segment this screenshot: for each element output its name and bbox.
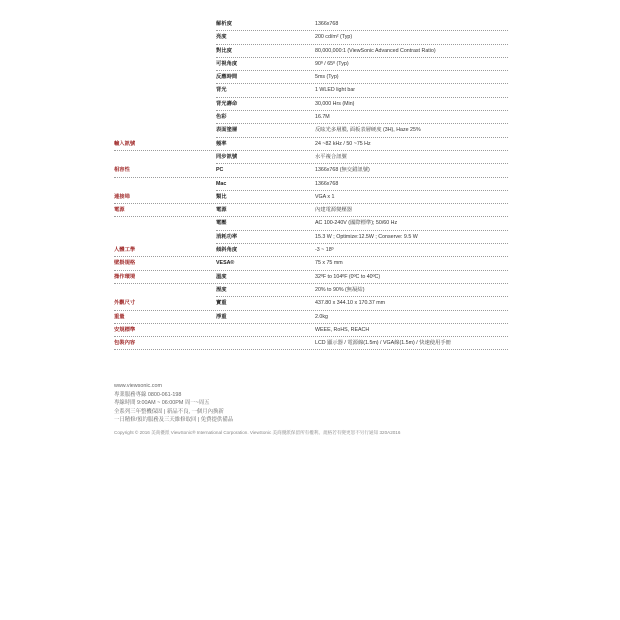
spec-label: 可視角度	[216, 60, 238, 67]
spec-label: 電源	[216, 207, 227, 214]
spec-value: 1366x768 (無交錯訊號)	[315, 167, 370, 174]
repair-note: 一日精修/預約服務及三天維修取回 | 免費提供備品	[114, 417, 234, 424]
spec-row	[114, 231, 508, 244]
spec-value: VGA x 1	[315, 193, 335, 200]
row-divider	[114, 349, 508, 350]
spec-value: 反眩光多層膜, 面板表層硬度 (3H), Haze 25%	[315, 127, 421, 134]
spec-label: 淨重	[216, 313, 227, 320]
spec-value: 5ms (Typ)	[315, 74, 339, 81]
spec-row	[114, 84, 508, 97]
spec-label: 類比	[216, 193, 227, 200]
spec-row	[114, 244, 508, 257]
spec-row	[114, 297, 508, 310]
spec-value: 437.80 x 344.10 x 170.37 mm	[315, 300, 386, 307]
website-link[interactable]: www.viewsonic.com	[114, 383, 162, 389]
spec-label: 解析度	[216, 21, 232, 27]
spec-row	[114, 31, 508, 44]
spec-row	[114, 178, 508, 191]
spec-row	[114, 18, 508, 31]
spec-label: 頻率	[216, 140, 227, 147]
spec-category: 外觀尺寸	[114, 300, 136, 307]
warranty-note: 全系列三年整機保固 | 新品不良, 一個月內換新	[114, 408, 224, 415]
spec-row	[114, 124, 508, 137]
spec-value: 24 ~82 kHz / 50 ~75 Hz	[315, 140, 371, 147]
spec-label: 色彩	[216, 114, 227, 121]
spec-row	[114, 151, 508, 164]
spec-row	[114, 324, 508, 337]
spec-row	[114, 337, 508, 350]
spec-label: 背光	[216, 87, 227, 94]
spec-row	[114, 138, 508, 151]
spec-value: 1366x768	[315, 180, 339, 187]
spec-label: 傾斜角度	[216, 247, 238, 254]
spec-label: 反應時間	[216, 74, 238, 81]
spec-category: 人體工學	[114, 247, 136, 254]
spec-value: 75 x 75 mm	[315, 260, 343, 267]
spec-row	[114, 217, 508, 230]
spec-label: 溫度	[216, 273, 227, 280]
spec-category: 輸入訊號	[114, 140, 136, 147]
footer	[114, 382, 514, 438]
spec-category: 電源	[114, 207, 125, 214]
spec-label: 溼度	[216, 286, 227, 293]
spec-label: 實重	[216, 300, 227, 307]
spec-value: 15.3 W ; Optimize:12.5W ; Conserve: 9.5 W	[315, 233, 418, 240]
spec-label: 消耗功率	[216, 233, 238, 240]
spec-category: 壁掛規格	[114, 260, 136, 267]
spec-row	[114, 45, 508, 58]
spec-row	[114, 164, 508, 177]
spec-category: 重量	[114, 313, 125, 320]
spec-row	[114, 257, 508, 270]
spec-value: WEEE, RoHS, REACH	[315, 326, 370, 333]
copyright-note: Copyright © 2016 美商優派 ViewSonic® International Corporation. ViewSonic 美商優派保留所有權利。規格若有變更恕不另行通知 320A2016	[114, 429, 401, 435]
spec-row	[114, 284, 508, 297]
spec-category: 操作環境	[114, 273, 136, 280]
spec-label: 對比度	[216, 47, 232, 54]
spec-value: 16.7M	[315, 114, 330, 121]
spec-row	[114, 271, 508, 284]
spec-row	[114, 204, 508, 217]
spec-value: 30,000 Hrs (Min)	[315, 100, 355, 107]
spec-value: 32ºF to 104ºF (0ºC to 40ºC)	[315, 273, 381, 280]
spec-row	[114, 98, 508, 111]
spec-value: LCD 顯示器 / 電源線(1.5m) / VGA線(1.5m) / 快速使用手冊	[315, 340, 451, 347]
spec-value: -3 ~ 18º	[315, 247, 334, 254]
spec-value: 1366x768	[315, 21, 339, 27]
spec-label: 背光壽命	[216, 100, 238, 107]
spec-value: 20% to 90% (無凝結)	[315, 286, 365, 293]
spec-label: VESA®	[216, 260, 235, 267]
service-hours: 專線時間 9:00AM ~ 06:00PM 周一~周五	[114, 400, 210, 407]
spec-value: 1 WLED light bar	[315, 87, 356, 94]
spec-label: 同步訊號	[216, 153, 238, 160]
spec-value: 內建電源變壓器	[315, 207, 353, 214]
spec-row	[114, 71, 508, 84]
spec-row	[114, 111, 508, 124]
spec-value: 2.0kg	[315, 313, 328, 320]
spec-row	[114, 58, 508, 71]
spec-value: 80,000,000:1 (ViewSonic Advanced Contrast Ratio)	[315, 47, 436, 54]
spec-value: 200 cd/m² (Typ)	[315, 34, 353, 41]
spec-category: 相容性	[114, 167, 130, 174]
spec-value: 90º / 65º (Typ)	[315, 60, 349, 67]
spec-category: 連接埠	[114, 193, 130, 200]
spec-label: Mac	[216, 180, 227, 187]
spec-label: 亮度	[216, 34, 227, 41]
spec-row	[114, 191, 508, 204]
spec-label: 表面塗層	[216, 127, 238, 134]
spec-row	[114, 311, 508, 324]
spec-value: 水平複合訊號	[315, 153, 347, 160]
spec-table	[114, 18, 508, 350]
spec-category: 包裝內容	[114, 340, 136, 347]
spec-label: PC	[216, 167, 224, 174]
spec-category: 安規標準	[114, 326, 136, 333]
spec-value: AC 100-240V (國際標準); 50/60 Hz	[315, 220, 398, 227]
service-hotline: 專業服務專線 0800-061-198	[114, 391, 182, 398]
spec-label: 電壓	[216, 220, 227, 227]
